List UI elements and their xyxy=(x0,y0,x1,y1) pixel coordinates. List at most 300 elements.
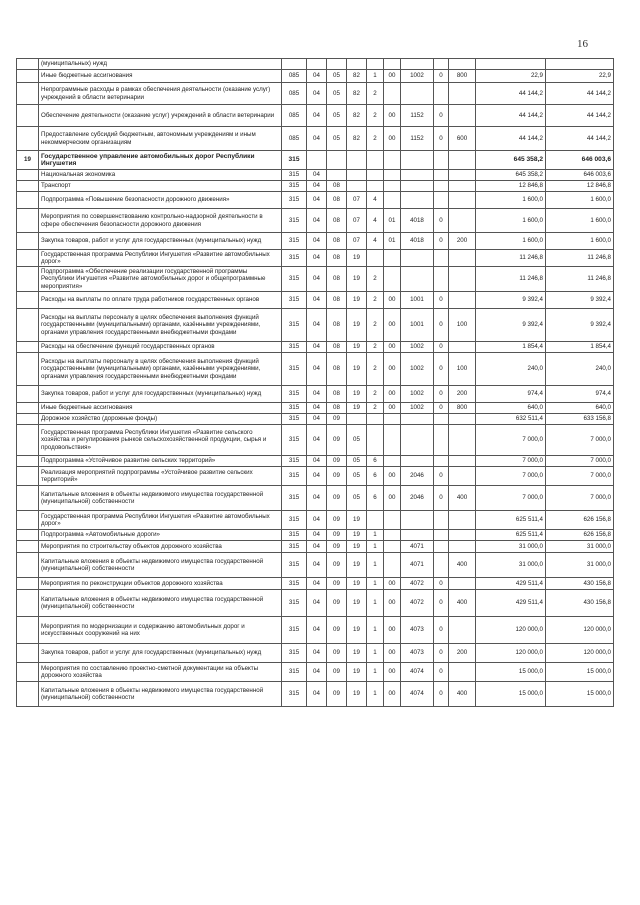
main-event-code-cell xyxy=(384,250,401,267)
item-name-cell: Расходы на обеспечение функций государственных органов xyxy=(39,342,282,353)
table-row xyxy=(17,386,614,403)
program-code-cell: 19 xyxy=(347,511,367,530)
dept-code-cell: 315 xyxy=(282,578,307,590)
row-number-cell xyxy=(17,456,39,467)
direction-code-cell xyxy=(401,530,434,541)
main-event-code-cell xyxy=(384,414,401,425)
item-name-cell: Государственная программа Республики Ингушетия «Развитие автомобильных дорог» xyxy=(39,511,282,530)
direction-suffix-code-cell xyxy=(434,541,449,553)
subprogram-code-cell: 4 xyxy=(367,209,384,233)
direction-suffix-code-cell xyxy=(434,170,449,181)
row-number-cell xyxy=(17,486,39,511)
amount-1-cell: 240,0 xyxy=(476,353,546,386)
main-event-code-cell: 00 xyxy=(384,617,401,644)
direction-suffix-code-cell xyxy=(434,83,449,105)
direction-suffix-code-cell: 0 xyxy=(434,353,449,386)
item-name-cell: Мероприятия по составлению проектно-сметной документации на объекты дорожного хозяйства xyxy=(39,663,282,682)
expense-type-code-cell xyxy=(449,541,476,553)
table-row xyxy=(17,644,614,663)
section-code-cell: 04 xyxy=(307,541,327,553)
expense-type-code-cell xyxy=(449,578,476,590)
section-code-cell: 04 xyxy=(307,486,327,511)
dept-code-cell: 315 xyxy=(282,151,307,170)
main-event-code-cell: 00 xyxy=(384,292,401,309)
table-row xyxy=(17,70,614,83)
main-event-code-cell: 00 xyxy=(384,467,401,486)
amount-1-cell xyxy=(476,59,546,70)
expense-type-code-cell xyxy=(449,83,476,105)
table-row xyxy=(17,309,614,342)
section-code-cell: 04 xyxy=(307,663,327,682)
table-row xyxy=(17,170,614,181)
section-code-cell: 04 xyxy=(307,553,327,578)
subprogram-code-cell: 2 xyxy=(367,83,384,105)
table-row xyxy=(17,553,614,578)
dept-code-cell: 315 xyxy=(282,209,307,233)
table-row xyxy=(17,342,614,353)
row-number-cell xyxy=(17,181,39,192)
direction-suffix-code-cell xyxy=(434,181,449,192)
item-name-cell: Капитальные вложения в объекты недвижимого имущества государственной (муниципальной) собственности xyxy=(39,682,282,707)
program-code-cell: 07 xyxy=(347,209,367,233)
row-number-cell xyxy=(17,250,39,267)
dept-code-cell: 315 xyxy=(282,267,307,292)
main-event-code-cell: 00 xyxy=(384,353,401,386)
budget-table-body xyxy=(17,59,614,707)
expense-type-code-cell xyxy=(449,511,476,530)
section-code-cell: 04 xyxy=(307,209,327,233)
row-number-cell xyxy=(17,192,39,209)
direction-code-cell: 4072 xyxy=(401,590,434,617)
subprogram-code-cell: 6 xyxy=(367,486,384,511)
item-name-cell: Расходы на выплаты персоналу в целях обеспечения выполнения функций государственными (муниципальными) органами, казёнными учреждениями, органами управления государственными внебюджетными фондами xyxy=(39,353,282,386)
amount-1-cell: 640,0 xyxy=(476,403,546,414)
program-code-cell: 82 xyxy=(347,83,367,105)
direction-code-cell xyxy=(401,170,434,181)
amount-2-cell: 633 156,8 xyxy=(546,414,614,425)
program-code-cell: 07 xyxy=(347,192,367,209)
expense-type-code-cell xyxy=(449,467,476,486)
main-event-code-cell xyxy=(384,170,401,181)
amount-1-cell: 1 854,4 xyxy=(476,342,546,353)
table-row xyxy=(17,456,614,467)
subprogram-code-cell: 2 xyxy=(367,342,384,353)
expense-type-code-cell xyxy=(449,456,476,467)
program-code-cell: 19 xyxy=(347,553,367,578)
dept-code-cell: 315 xyxy=(282,192,307,209)
item-name-cell: Закупка товаров, работ и услуг для государственных (муниципальных) нужд xyxy=(39,233,282,250)
expense-type-code-cell xyxy=(449,617,476,644)
subprogram-code-cell xyxy=(367,414,384,425)
item-name-cell: Капитальные вложения в объекты недвижимого имущества государственной (муниципальной) собственности xyxy=(39,553,282,578)
table-row xyxy=(17,250,614,267)
subprogram-code-cell: 2 xyxy=(367,105,384,127)
item-name-cell: Капитальные вложения в объекты недвижимого имущества государственной (муниципальной) собственности xyxy=(39,486,282,511)
item-name-cell: Мероприятия по реконструкции объектов дорожного хозяйства xyxy=(39,578,282,590)
table-row xyxy=(17,292,614,309)
amount-1-cell: 15 000,0 xyxy=(476,663,546,682)
section-code-cell: 04 xyxy=(307,342,327,353)
subprogram-code-cell: 2 xyxy=(367,267,384,292)
main-event-code-cell: 00 xyxy=(384,590,401,617)
direction-code-cell: 4074 xyxy=(401,663,434,682)
table-row xyxy=(17,663,614,682)
amount-2-cell: 646 003,6 xyxy=(546,151,614,170)
direction-suffix-code-cell xyxy=(434,267,449,292)
subprogram-code-cell: 1 xyxy=(367,617,384,644)
dept-code-cell: 315 xyxy=(282,511,307,530)
item-name-cell: Предоставление субсидий бюджетным, автономным учреждениям и иным некоммерческим организациям xyxy=(39,127,282,151)
amount-2-cell: 430 156,8 xyxy=(546,578,614,590)
item-name-cell: Непрограммные расходы в рамках обеспечения деятельности (оказание услуг) учреждений в области ветеринарии xyxy=(39,83,282,105)
section-code-cell: 04 xyxy=(307,309,327,342)
amount-2-cell: 1 600,0 xyxy=(546,233,614,250)
table-row xyxy=(17,192,614,209)
direction-suffix-code-cell: 0 xyxy=(434,309,449,342)
expense-type-code-cell: 200 xyxy=(449,233,476,250)
expense-type-code-cell: 400 xyxy=(449,486,476,511)
subsection-code-cell: 05 xyxy=(327,83,347,105)
program-code-cell: 05 xyxy=(347,456,367,467)
section-code-cell: 04 xyxy=(307,425,327,456)
subprogram-code-cell: 2 xyxy=(367,403,384,414)
main-event-code-cell xyxy=(384,59,401,70)
table-row xyxy=(17,209,614,233)
main-event-code-cell: 00 xyxy=(384,486,401,511)
direction-code-cell: 4018 xyxy=(401,233,434,250)
direction-code-cell: 1002 xyxy=(401,70,434,83)
expense-type-code-cell: 400 xyxy=(449,682,476,707)
row-number-cell xyxy=(17,663,39,682)
program-code-cell: 19 xyxy=(347,590,367,617)
subsection-code-cell: 08 xyxy=(327,403,347,414)
direction-suffix-code-cell: 0 xyxy=(434,467,449,486)
page-number: 16 xyxy=(577,38,588,50)
amount-1-cell: 1 600,0 xyxy=(476,233,546,250)
amount-2-cell: 646 003,6 xyxy=(546,170,614,181)
subsection-code-cell: 05 xyxy=(327,127,347,151)
direction-suffix-code-cell xyxy=(434,511,449,530)
amount-1-cell: 7 000,0 xyxy=(476,486,546,511)
amount-2-cell: 44 144,2 xyxy=(546,127,614,151)
direction-code-cell: 4072 xyxy=(401,578,434,590)
direction-code-cell: 1152 xyxy=(401,127,434,151)
expense-type-code-cell xyxy=(449,342,476,353)
main-event-code-cell xyxy=(384,456,401,467)
dept-code-cell: 315 xyxy=(282,553,307,578)
dept-code-cell: 315 xyxy=(282,617,307,644)
item-name-cell: Национальная экономика xyxy=(39,170,282,181)
section-code-cell: 04 xyxy=(307,386,327,403)
direction-suffix-code-cell: 0 xyxy=(434,590,449,617)
subsection-code-cell: 05 xyxy=(327,70,347,83)
item-name-cell: Обеспечение деятельности (оказание услуг) учреждений в области ветеринарии xyxy=(39,105,282,127)
section-code-cell: 04 xyxy=(307,403,327,414)
expense-type-code-cell xyxy=(449,663,476,682)
program-code-cell: 05 xyxy=(347,486,367,511)
amount-1-cell: 974,4 xyxy=(476,386,546,403)
direction-code-cell xyxy=(401,414,434,425)
section-code-cell: 04 xyxy=(307,467,327,486)
direction-suffix-code-cell xyxy=(434,250,449,267)
dept-code-cell: 315 xyxy=(282,425,307,456)
section-code-cell: 04 xyxy=(307,617,327,644)
direction-code-cell: 4073 xyxy=(401,644,434,663)
item-name-cell: Расходы на выплаты персоналу в целях обеспечения выполнения функций государственными (муниципальными) органами, казёнными учреждениями, органами управления государственными внебюджетными фондами xyxy=(39,309,282,342)
amount-1-cell: 15 000,0 xyxy=(476,682,546,707)
table-row xyxy=(17,590,614,617)
subprogram-code-cell: 1 xyxy=(367,644,384,663)
subsection-code-cell xyxy=(327,151,347,170)
row-number-cell xyxy=(17,353,39,386)
direction-code-cell: 4071 xyxy=(401,541,434,553)
direction-suffix-code-cell: 0 xyxy=(434,682,449,707)
amount-1-cell: 9 392,4 xyxy=(476,292,546,309)
direction-code-cell: 1002 xyxy=(401,342,434,353)
amount-2-cell: 430 156,8 xyxy=(546,590,614,617)
section-code-cell: 04 xyxy=(307,105,327,127)
subsection-code-cell xyxy=(327,59,347,70)
direction-code-cell: 4071 xyxy=(401,553,434,578)
direction-code-cell: 4074 xyxy=(401,682,434,707)
main-event-code-cell: 00 xyxy=(384,342,401,353)
section-code-cell: 04 xyxy=(307,353,327,386)
amount-1-cell: 12 846,8 xyxy=(476,181,546,192)
section-code-cell: 04 xyxy=(307,511,327,530)
table-row xyxy=(17,425,614,456)
direction-code-cell xyxy=(401,267,434,292)
row-number-cell xyxy=(17,292,39,309)
item-name-cell: (муниципальных) нужд xyxy=(39,59,282,70)
expense-type-code-cell xyxy=(449,209,476,233)
subprogram-code-cell: 1 xyxy=(367,530,384,541)
direction-code-cell xyxy=(401,250,434,267)
amount-1-cell: 31 000,0 xyxy=(476,553,546,578)
amount-1-cell: 9 392,4 xyxy=(476,309,546,342)
expense-type-code-cell: 800 xyxy=(449,70,476,83)
amount-1-cell: 1 600,0 xyxy=(476,209,546,233)
program-code-cell: 05 xyxy=(347,425,367,456)
subsection-code-cell: 08 xyxy=(327,309,347,342)
expense-type-code-cell xyxy=(449,530,476,541)
direction-code-cell xyxy=(401,151,434,170)
main-event-code-cell: 01 xyxy=(384,209,401,233)
amount-2-cell: 7 000,0 xyxy=(546,467,614,486)
direction-suffix-code-cell xyxy=(434,151,449,170)
main-event-code-cell xyxy=(384,530,401,541)
amount-1-cell: 429 511,4 xyxy=(476,578,546,590)
subsection-code-cell: 09 xyxy=(327,682,347,707)
row-number-cell xyxy=(17,386,39,403)
dept-code-cell: 085 xyxy=(282,105,307,127)
item-name-cell: Иные бюджетные ассигнования xyxy=(39,403,282,414)
direction-suffix-code-cell: 0 xyxy=(434,644,449,663)
row-number-cell xyxy=(17,617,39,644)
item-name-cell: Мероприятия по совершенствованию контрольно-надзорной деятельности в сфере обеспечения безопасности дорожного движения xyxy=(39,209,282,233)
program-code-cell xyxy=(347,181,367,192)
subprogram-code-cell: 2 xyxy=(367,309,384,342)
amount-2-cell: 11 246,8 xyxy=(546,250,614,267)
amount-1-cell: 632 511,4 xyxy=(476,414,546,425)
row-number-cell xyxy=(17,590,39,617)
dept-code-cell: 315 xyxy=(282,309,307,342)
item-name-cell: Подпрограмма «Устойчивое развитие сельских территорий» xyxy=(39,456,282,467)
row-number-cell xyxy=(17,70,39,83)
item-name-cell: Закупка товаров, работ и услуг для государственных (муниципальных) нужд xyxy=(39,644,282,663)
dept-code-cell: 315 xyxy=(282,403,307,414)
subsection-code-cell: 09 xyxy=(327,590,347,617)
item-name-cell: Государственная программа Республики Ингушетия «Развитие сельского хозяйства и регулирования рынков сельскохозяйственной продукции, сырья и продовольствия» xyxy=(39,425,282,456)
main-event-code-cell xyxy=(384,541,401,553)
main-event-code-cell: 00 xyxy=(384,663,401,682)
subsection-code-cell: 05 xyxy=(327,105,347,127)
amount-2-cell xyxy=(546,59,614,70)
program-code-cell: 19 xyxy=(347,250,367,267)
subsection-code-cell: 08 xyxy=(327,386,347,403)
item-name-cell: Подпрограмма «Автомобильные дороги» xyxy=(39,530,282,541)
direction-code-cell xyxy=(401,83,434,105)
program-code-cell: 19 xyxy=(347,682,367,707)
expense-type-code-cell xyxy=(449,267,476,292)
direction-suffix-code-cell: 0 xyxy=(434,209,449,233)
program-code-cell xyxy=(347,414,367,425)
table-row xyxy=(17,467,614,486)
main-event-code-cell xyxy=(384,151,401,170)
dept-code-cell: 315 xyxy=(282,644,307,663)
subprogram-code-cell xyxy=(367,181,384,192)
subprogram-code-cell xyxy=(367,250,384,267)
row-number-cell xyxy=(17,530,39,541)
amount-1-cell: 120 000,0 xyxy=(476,644,546,663)
direction-suffix-code-cell: 0 xyxy=(434,292,449,309)
subprogram-code-cell: 1 xyxy=(367,663,384,682)
amount-2-cell: 9 392,4 xyxy=(546,309,614,342)
direction-code-cell xyxy=(401,192,434,209)
section-code-cell: 04 xyxy=(307,70,327,83)
direction-code-cell: 1001 xyxy=(401,292,434,309)
subsection-code-cell: 09 xyxy=(327,456,347,467)
program-code-cell: 82 xyxy=(347,105,367,127)
item-name-cell: Капитальные вложения в объекты недвижимого имущества государственной (муниципальной) собственности xyxy=(39,590,282,617)
main-event-code-cell: 00 xyxy=(384,127,401,151)
row-number-cell xyxy=(17,644,39,663)
dept-code-cell: 315 xyxy=(282,342,307,353)
row-number-cell xyxy=(17,342,39,353)
amount-2-cell: 626 156,8 xyxy=(546,530,614,541)
table-row xyxy=(17,83,614,105)
direction-suffix-code-cell: 0 xyxy=(434,127,449,151)
main-event-code-cell xyxy=(384,192,401,209)
row-number-cell: 19 xyxy=(17,151,39,170)
subprogram-code-cell xyxy=(367,170,384,181)
dept-code-cell: 315 xyxy=(282,663,307,682)
section-code-cell: 04 xyxy=(307,250,327,267)
dept-code-cell: 315 xyxy=(282,486,307,511)
main-event-code-cell xyxy=(384,511,401,530)
table-row xyxy=(17,105,614,127)
amount-1-cell: 22,9 xyxy=(476,70,546,83)
amount-1-cell: 645 358,2 xyxy=(476,170,546,181)
program-code-cell xyxy=(347,170,367,181)
program-code-cell xyxy=(347,59,367,70)
section-code-cell: 04 xyxy=(307,682,327,707)
table-row xyxy=(17,267,614,292)
amount-2-cell: 9 392,4 xyxy=(546,292,614,309)
subsection-code-cell: 09 xyxy=(327,467,347,486)
table-row xyxy=(17,151,614,170)
program-code-cell: 19 xyxy=(347,267,367,292)
direction-code-cell xyxy=(401,511,434,530)
subsection-code-cell xyxy=(327,170,347,181)
section-code-cell xyxy=(307,59,327,70)
amount-1-cell: 7 000,0 xyxy=(476,456,546,467)
amount-2-cell: 120 000,0 xyxy=(546,644,614,663)
main-event-code-cell: 00 xyxy=(384,105,401,127)
amount-2-cell: 15 000,0 xyxy=(546,663,614,682)
table-row xyxy=(17,233,614,250)
expense-type-code-cell xyxy=(449,292,476,309)
subprogram-code-cell: 2 xyxy=(367,292,384,309)
main-event-code-cell: 00 xyxy=(384,682,401,707)
direction-code-cell: 2046 xyxy=(401,486,434,511)
item-name-cell: Подпрограмма «Обеспечение реализации государственной программы Республики Ингушетия «Развитие автомобильных дорог и общепрограммные мероприятия» xyxy=(39,267,282,292)
subsection-code-cell: 09 xyxy=(327,541,347,553)
item-name-cell: Мероприятия по строительству объектов дорожного хозяйства xyxy=(39,541,282,553)
item-name-cell: Мероприятия по модернизации и содержанию автомобильных дорог и искусственных сооружений на них xyxy=(39,617,282,644)
expense-type-code-cell xyxy=(449,151,476,170)
amount-2-cell: 11 246,8 xyxy=(546,267,614,292)
amount-1-cell: 11 246,8 xyxy=(476,250,546,267)
dept-code-cell: 315 xyxy=(282,233,307,250)
expense-type-code-cell: 200 xyxy=(449,386,476,403)
direction-suffix-code-cell xyxy=(434,425,449,456)
subprogram-code-cell xyxy=(367,511,384,530)
expense-type-code-cell xyxy=(449,59,476,70)
program-code-cell: 19 xyxy=(347,309,367,342)
program-code-cell: 82 xyxy=(347,127,367,151)
subprogram-code-cell: 4 xyxy=(367,233,384,250)
program-code-cell: 19 xyxy=(347,292,367,309)
direction-code-cell: 1152 xyxy=(401,105,434,127)
amount-2-cell: 31 000,0 xyxy=(546,553,614,578)
dept-code-cell: 315 xyxy=(282,682,307,707)
table-row xyxy=(17,403,614,414)
subprogram-code-cell: 2 xyxy=(367,127,384,151)
direction-code-cell: 1001 xyxy=(401,309,434,342)
item-name-cell: Государственная программа Республики Ингушетия «Развитие автомобильных дорог» xyxy=(39,250,282,267)
section-code-cell: 04 xyxy=(307,127,327,151)
direction-code-cell xyxy=(401,456,434,467)
section-code-cell: 04 xyxy=(307,267,327,292)
subsection-code-cell: 08 xyxy=(327,233,347,250)
expense-type-code-cell: 100 xyxy=(449,353,476,386)
expense-type-code-cell: 600 xyxy=(449,127,476,151)
amount-1-cell: 1 600,0 xyxy=(476,192,546,209)
amount-2-cell: 7 000,0 xyxy=(546,425,614,456)
table-row xyxy=(17,181,614,192)
row-number-cell xyxy=(17,170,39,181)
amount-1-cell: 625 511,4 xyxy=(476,511,546,530)
expense-type-code-cell xyxy=(449,414,476,425)
amount-1-cell: 44 144,2 xyxy=(476,83,546,105)
amount-1-cell: 44 144,2 xyxy=(476,127,546,151)
subsection-code-cell: 09 xyxy=(327,425,347,456)
expense-type-code-cell xyxy=(449,425,476,456)
item-name-cell: Транспорт xyxy=(39,181,282,192)
dept-code-cell: 315 xyxy=(282,467,307,486)
table-row xyxy=(17,414,614,425)
direction-suffix-code-cell: 0 xyxy=(434,105,449,127)
